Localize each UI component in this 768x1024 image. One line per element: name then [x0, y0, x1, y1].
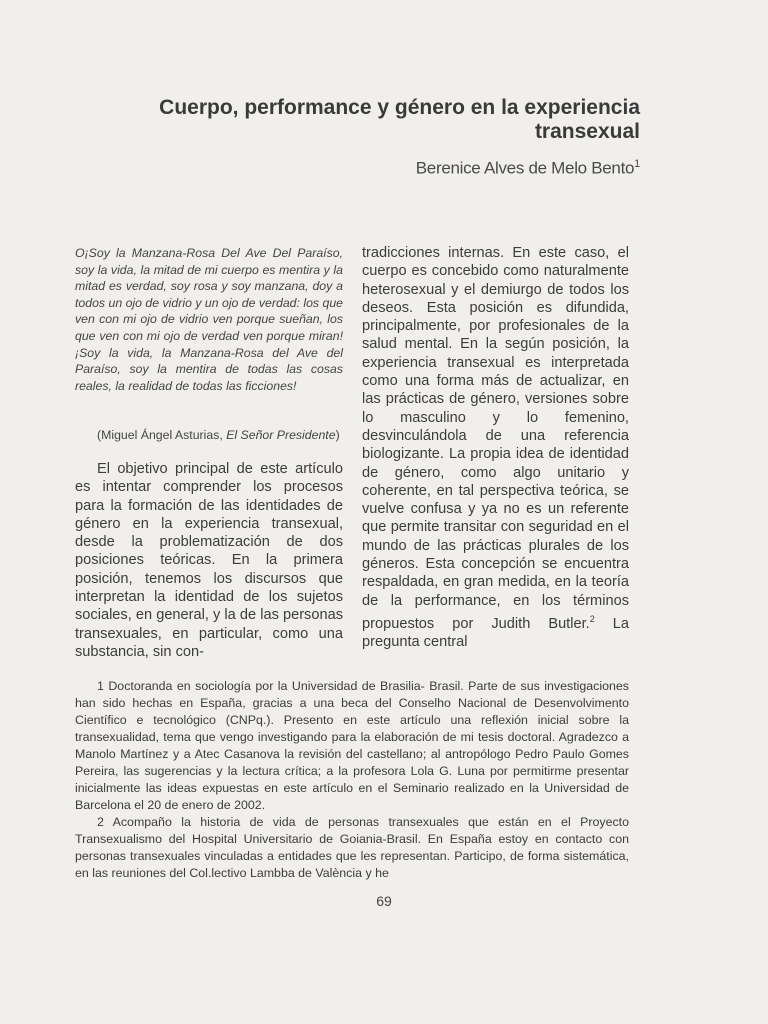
body-left-column: El objetivo principal de este artículo es intentar comprender los procesos para la formación de las identidades de género en la experiencia transexual, desde la problematización de dos posiciones teóricas. En la primera posición, tenemos los discursos que interpretan la identidad de los sujetos sociales, en general, y la de las personas transexuales, en particular, como una substancia, sin con-	[75, 461, 343, 660]
article-title: Cuerpo, performance y género en la experiencia transexual	[159, 96, 640, 143]
right-column-tail: La pregunta central	[362, 615, 629, 651]
citation-author: (Miguel Ángel Asturias,	[97, 428, 223, 442]
footnotes	[75, 678, 629, 882]
page-number: 69	[376, 893, 392, 909]
right-column-text: tradicciones internas. En este caso, el cuerpo es concebido como naturalmente heterosexual y el demiurgo de todos los deseos. Esta posición es difundida, principalmente, por profesionales de la salud mental. En la según posición, la experiencia transexual es interpretada como una forma más de actualizar, en las prácticas de género, versiones sobre lo masculino y lo femenino, desvinculándola de una referencia biologizante. La propia idea de identidad de género, como algo unitario y coherente, en tal perspectiva teórica, se vuelve confusa y ya no es un referente que permite transitar con seguridad en el mundo de las prácticas plurales de los géneros. Esta concepción se encuentra respaldada, en gran medida, en la teoría de la performance, en los términos propuestos por Judith Butler.	[362, 245, 629, 632]
footnote-2: 2 Acompaño la historia de vida de personas transexuales que están en el Proyecto Transexualismo del Hospital Universitario de Goiania-Brasil. En España estoy en contacto con personas transexuales vinculadas a entidades que les representan. Participo, de forma sistemática, en las reuniones del Col.lectivo Lambba de València y he	[75, 815, 629, 880]
body-right-column	[362, 244, 629, 651]
footnote-1: 1 Doctoranda en sociología por la Universidad de Brasilia- Brasil. Parte de sus investigaciones han sido hechas en España, gracias a una beca del Conselho Nacional de Desenvolvimento Científico e tecnológico (CNPq.). Presento en este artículo una reflexión inicial sobre la transexualidad, tema que vengo investigando para la elaboración de mi tesis doctoral. Agradezco a Manolo Martínez y a Atec Casanova la revisión del castellano; al antropólogo Pedro Paulo Gomes Pereira, las sugerencias y la lectura crítica; a la profesora Lola G. Luna por permitirme presentar inicialmente las ideas expuestas en este artículo en el Seminario realizado en la Universidad de Barcelona el 20 de enero de 2002.	[75, 679, 629, 812]
author-footnote-marker: 1	[634, 158, 640, 170]
citation-work: El Señor Presidente	[226, 428, 336, 442]
footnote-marker-2: 2	[589, 613, 595, 624]
epigraph-citation	[75, 427, 343, 444]
article-author	[140, 158, 640, 179]
author-name: Berenice Alves de Melo Bento	[415, 158, 635, 178]
citation-close: )	[335, 428, 340, 442]
epigraph-quote: O¡Soy la Manzana-Rosa Del Ave Del Paraíso, soy la vida, la mitad de mi cuerpo es mentira y la mitad es verdad, soy rosa y soy manzana, doy a todos un ojo de vidrio y un ojo de verdad: los que ven con mi ojo de vidrio ven porque sueñan, los que ven con mi ojo de verdad ven porque miran! ¡Soy la vida, la Manzana-Rosa del Ave del Paraíso, soy la mentira de todas las cosas reales, la realidad de todas las ficciones!	[75, 246, 343, 393]
